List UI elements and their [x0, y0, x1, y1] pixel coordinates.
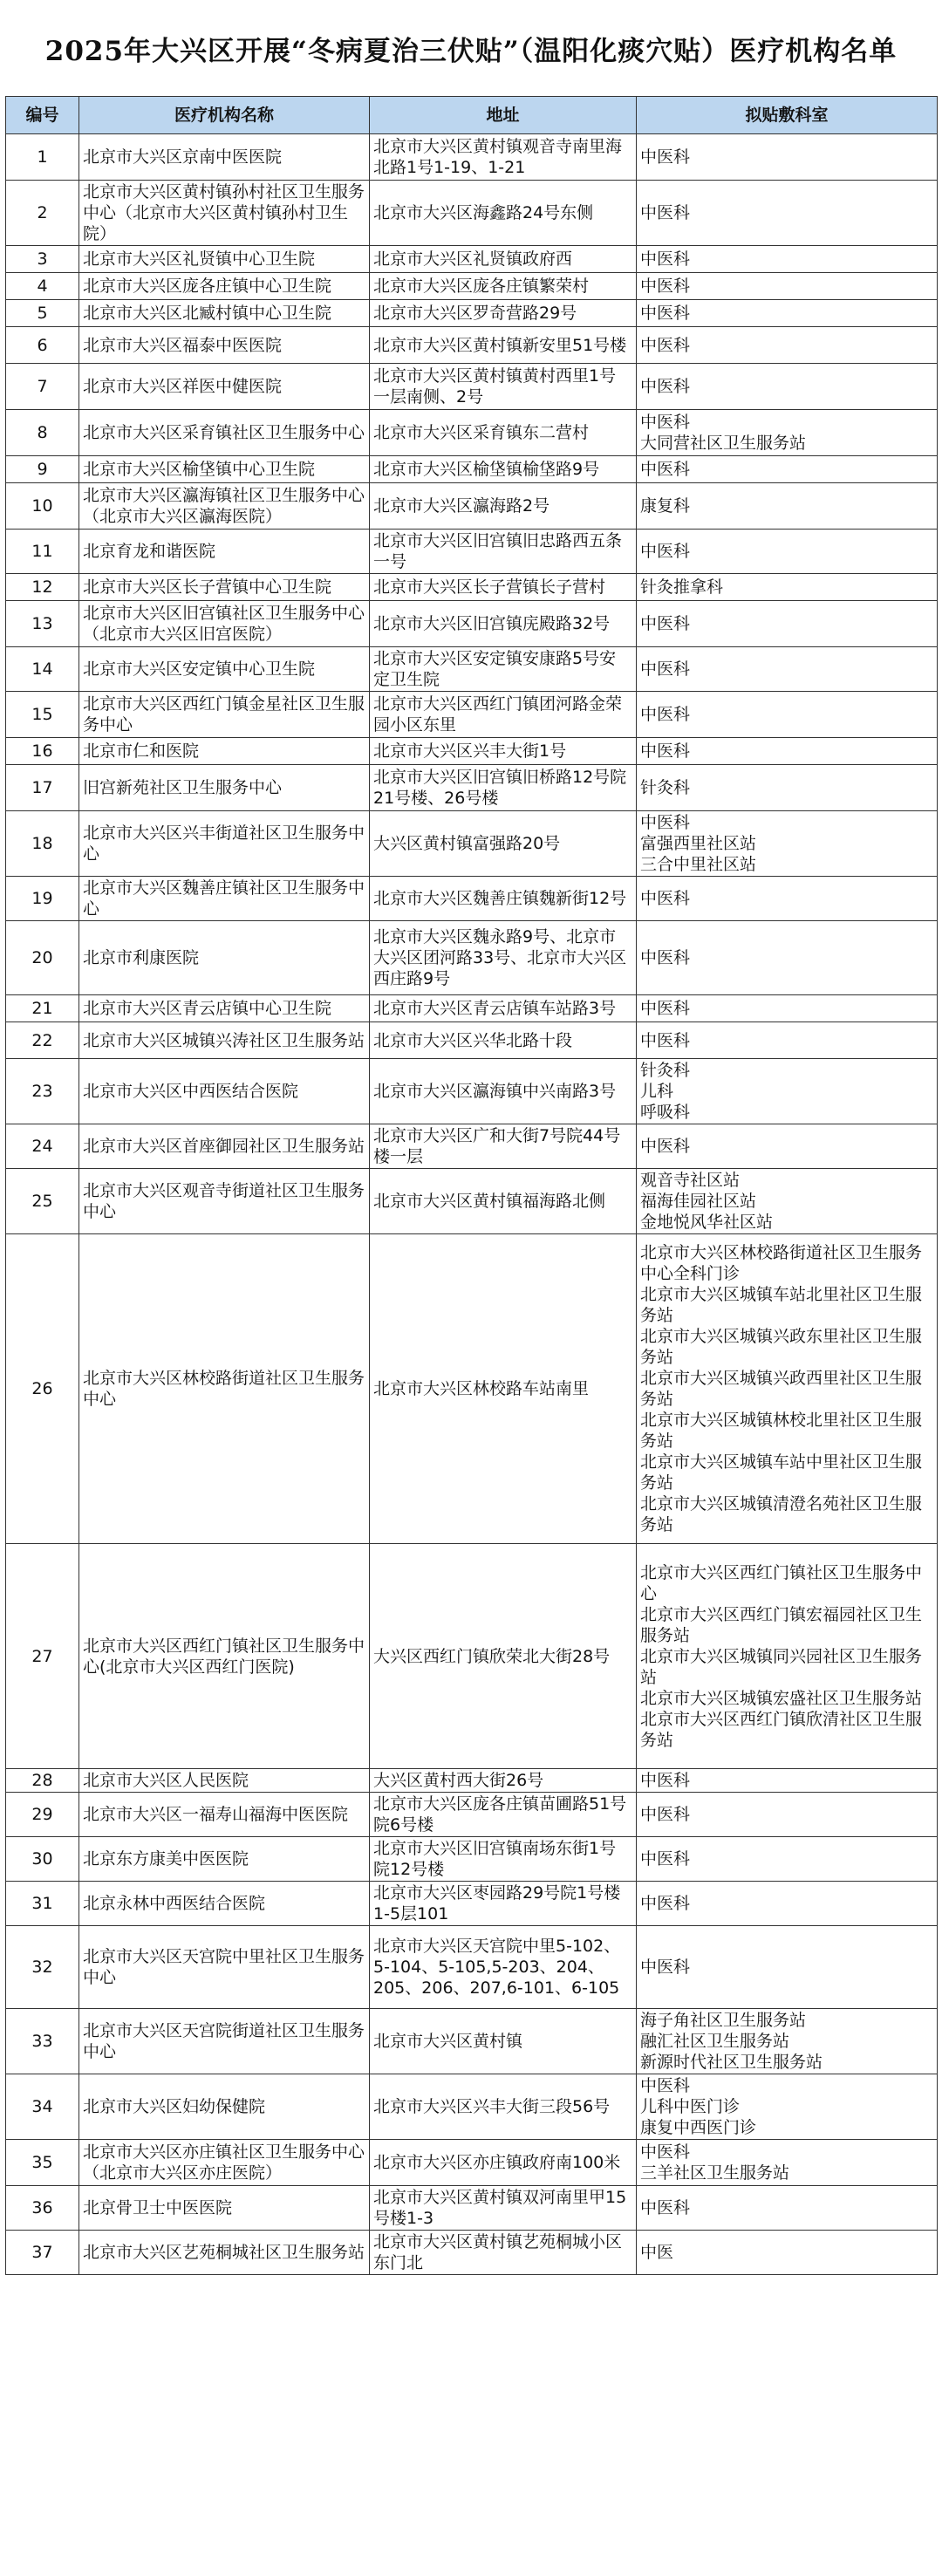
department-item: 中医科 — [640, 249, 691, 269]
department-list — [637, 2009, 938, 2074]
institution-address: 北京市大兴区榆垡镇榆垡路9号 — [370, 456, 637, 483]
department-list — [637, 601, 938, 647]
table-row — [6, 1837, 938, 1882]
department-item: 北京市大兴区城镇车站中里社区卫生服务站 — [640, 1452, 923, 1493]
department-item: 中医科 — [640, 203, 691, 222]
department-item: 中医科 — [640, 1771, 691, 1790]
department-item: 中医 — [640, 2243, 674, 2262]
department-item: 观音寺社区站 — [640, 1171, 741, 1190]
department-item: 中医科 — [640, 659, 691, 679]
department-list — [637, 995, 938, 1022]
department-item: 中医科 — [640, 1805, 691, 1824]
department-list — [637, 692, 938, 738]
institution-address: 北京市大兴区兴丰大街三段56号 — [370, 2074, 637, 2140]
institution-address: 北京市大兴区广和大街7号院44号楼一层 — [370, 1124, 637, 1169]
institution-name: 北京永林中西医结合医院 — [79, 1882, 370, 1926]
table-row — [6, 647, 938, 692]
institution-name: 北京市大兴区城镇兴涛社区卫生服务站 — [79, 1022, 370, 1059]
department-item: 北京市大兴区西红门镇欣清社区卫生服务站 — [640, 1709, 923, 1750]
institution-address: 北京市大兴区枣园路29号院1号楼1-5层101 — [370, 1882, 637, 1926]
row-number: 15 — [6, 692, 79, 738]
institution-name: 北京市大兴区西红门镇社区卫生服务中心(北京市大兴区西红门医院) — [79, 1544, 370, 1769]
row-number: 32 — [6, 1926, 79, 2009]
department-list — [637, 877, 938, 921]
institution-address: 北京市大兴区西红门镇团河路金荣园小区东里 — [370, 692, 637, 738]
institution-address: 北京市大兴区旧宫镇旧桥路12号院21号楼、26号楼 — [370, 765, 637, 811]
department-list — [637, 647, 938, 692]
department-item: 康复科 — [640, 496, 691, 516]
department-item: 北京市大兴区林校路街道社区卫生服务中心全科门诊 — [640, 1243, 923, 1283]
department-item: 中医科 — [640, 999, 691, 1018]
row-number: 11 — [6, 530, 79, 574]
department-list — [637, 1124, 938, 1169]
institution-name: 北京市大兴区天宫院中里社区卫生服务中心 — [79, 1926, 370, 2009]
department-item: 三羊社区卫生服务站 — [640, 2163, 790, 2183]
institution-name: 北京市大兴区亦庄镇社区卫生服务中心（北京市大兴区亦庄医院） — [79, 2140, 370, 2186]
row-number: 10 — [6, 483, 79, 530]
department-item: 中医科 — [640, 705, 691, 724]
row-number: 23 — [6, 1059, 79, 1124]
row-number: 14 — [6, 647, 79, 692]
table-row — [6, 2231, 938, 2275]
department-item: 中医科 — [640, 413, 691, 432]
department-list — [637, 2186, 938, 2231]
institution-address: 北京市大兴区旧宫镇庑殿路32号 — [370, 601, 637, 647]
department-item: 康复中西医门诊 — [640, 2118, 757, 2137]
department-item: 融汇社区卫生服务站 — [640, 2032, 790, 2051]
row-number: 13 — [6, 601, 79, 647]
institution-address: 大兴区黄村西大街26号 — [370, 1769, 637, 1793]
institution-name: 北京市大兴区天宫院街道社区卫生服务中心 — [79, 2009, 370, 2074]
institution-address: 北京市大兴区魏善庄镇魏新街12号 — [370, 877, 637, 921]
department-list — [637, 921, 938, 995]
table-row — [6, 1059, 938, 1124]
table-row — [6, 921, 938, 995]
row-number: 6 — [6, 327, 79, 364]
table-row — [6, 530, 938, 574]
institution-name: 北京市大兴区魏善庄镇社区卫生服务中心 — [79, 877, 370, 921]
table-row — [6, 134, 938, 181]
department-list — [637, 181, 938, 246]
institution-name: 北京市大兴区采育镇社区卫生服务中心 — [79, 410, 370, 456]
header-address: 地址 — [370, 97, 637, 134]
institution-address: 北京市大兴区兴华北路十段 — [370, 1022, 637, 1059]
institution-address: 北京市大兴区黄村镇新安里51号楼 — [370, 327, 637, 364]
department-list — [637, 1793, 938, 1837]
row-number: 12 — [6, 574, 79, 601]
department-list — [637, 1234, 938, 1544]
institution-address: 北京市大兴区青云店镇车站路3号 — [370, 995, 637, 1022]
row-number: 24 — [6, 1124, 79, 1169]
table-row — [6, 1769, 938, 1793]
department-list — [637, 1059, 938, 1124]
department-item: 中医科 — [640, 1958, 691, 1977]
table-row — [6, 2140, 938, 2186]
header-institution-name: 医疗机构名称 — [79, 97, 370, 134]
row-number: 5 — [6, 300, 79, 327]
department-list — [637, 765, 938, 811]
department-list — [637, 134, 938, 181]
table-row — [6, 1234, 938, 1544]
table-row — [6, 300, 938, 327]
institution-name: 北京市大兴区福泰中医医院 — [79, 327, 370, 364]
table-row — [6, 1124, 938, 1169]
row-number: 2 — [6, 181, 79, 246]
department-item: 三合中里社区站 — [640, 855, 757, 874]
institution-name: 北京市大兴区礼贤镇中心卫生院 — [79, 246, 370, 273]
row-number: 16 — [6, 738, 79, 765]
department-item: 中医科 — [640, 1894, 691, 1913]
department-item: 金地悦风华社区站 — [640, 1213, 774, 1232]
institution-address: 北京市大兴区长子营镇长子营村 — [370, 574, 637, 601]
department-item: 大同营社区卫生服务站 — [640, 434, 807, 453]
institution-name: 北京市大兴区祥医中健医院 — [79, 364, 370, 410]
institution-name: 北京市利康医院 — [79, 921, 370, 995]
department-list — [637, 2231, 938, 2275]
department-list — [637, 1882, 938, 1926]
department-list — [637, 456, 938, 483]
department-item: 中医科 — [640, 335, 691, 355]
institution-address: 北京市大兴区瀛海镇中兴南路3号 — [370, 1059, 637, 1124]
institution-name: 北京市大兴区庞各庄镇中心卫生院 — [79, 273, 370, 300]
institution-address: 北京市大兴区礼贤镇政府西 — [370, 246, 637, 273]
department-item: 北京市大兴区西红门镇宏福园社区卫生服务站 — [640, 1604, 923, 1645]
table-row — [6, 811, 938, 877]
table-row — [6, 364, 938, 410]
department-list — [637, 1769, 938, 1793]
row-number: 37 — [6, 2231, 79, 2275]
department-item: 中医科 — [640, 2142, 691, 2162]
department-list — [637, 483, 938, 530]
table-row — [6, 246, 938, 273]
institution-name: 北京市大兴区艺苑桐城社区卫生服务站 — [79, 2231, 370, 2275]
institution-name: 北京市大兴区妇幼保健院 — [79, 2074, 370, 2140]
table-row — [6, 181, 938, 246]
row-number: 34 — [6, 2074, 79, 2140]
table-row — [6, 273, 938, 300]
institution-name: 北京骨卫士中医医院 — [79, 2186, 370, 2231]
department-item: 北京市大兴区城镇林校北里社区卫生服务站 — [640, 1411, 923, 1451]
institution-name: 北京市大兴区北臧村镇中心卫生院 — [79, 300, 370, 327]
row-number: 27 — [6, 1544, 79, 1769]
row-number: 30 — [6, 1837, 79, 1882]
department-item: 福海佳园社区站 — [640, 1192, 757, 1211]
row-number: 8 — [6, 410, 79, 456]
institution-name: 北京市大兴区人民医院 — [79, 1769, 370, 1793]
table-body — [6, 134, 938, 2275]
table-row — [6, 1926, 938, 2009]
row-number: 21 — [6, 995, 79, 1022]
institution-address: 北京市大兴区黄村镇福海路北侧 — [370, 1169, 637, 1234]
table-row — [6, 1793, 938, 1837]
table-row — [6, 738, 938, 765]
row-number: 35 — [6, 2140, 79, 2186]
institution-name: 北京市大兴区青云店镇中心卫生院 — [79, 995, 370, 1022]
row-number: 31 — [6, 1882, 79, 1926]
department-list — [637, 1926, 938, 2009]
institution-name: 北京东方康美中医医院 — [79, 1837, 370, 1882]
department-item: 中医科 — [640, 1030, 691, 1050]
table-row — [6, 995, 938, 1022]
institution-name: 北京市大兴区首座御园社区卫生服务站 — [79, 1124, 370, 1169]
department-list — [637, 364, 938, 410]
row-number: 7 — [6, 364, 79, 410]
row-number: 19 — [6, 877, 79, 921]
table-row — [6, 2074, 938, 2140]
department-item: 针灸科 — [640, 1061, 691, 1080]
department-list — [637, 273, 938, 300]
table-row — [6, 327, 938, 364]
institution-name: 北京市大兴区瀛海镇社区卫生服务中心（北京市大兴区瀛海医院） — [79, 483, 370, 530]
department-list — [637, 300, 938, 327]
row-number: 9 — [6, 456, 79, 483]
table-row — [6, 483, 938, 530]
institution-address: 北京市大兴区旧宫镇旧忠路西五条一号 — [370, 530, 637, 574]
institution-address: 北京市大兴区天宫院中里5-102、5-104、5-105,5-203、204、205、206、207,6-101、6-105 — [370, 1926, 637, 2009]
department-list — [637, 530, 938, 574]
department-item: 呼吸科 — [640, 1103, 691, 1122]
institution-address: 北京市大兴区黄村镇艺苑桐城小区东门北 — [370, 2231, 637, 2275]
institution-name: 北京市大兴区西红门镇金星社区卫生服务中心 — [79, 692, 370, 738]
department-item: 针灸科 — [640, 778, 691, 797]
table-row — [6, 692, 938, 738]
row-number: 4 — [6, 273, 79, 300]
row-number: 22 — [6, 1022, 79, 1059]
institution-name: 北京市大兴区中西医结合医院 — [79, 1059, 370, 1124]
table-row — [6, 574, 938, 601]
department-item: 中医科 — [640, 1849, 691, 1869]
institution-name: 北京市大兴区长子营镇中心卫生院 — [79, 574, 370, 601]
row-number: 33 — [6, 2009, 79, 2074]
department-item: 中医科 — [640, 813, 691, 832]
institution-address: 北京市大兴区黄村镇 — [370, 2009, 637, 2074]
table-row — [6, 1169, 938, 1234]
institution-name: 北京市仁和医院 — [79, 738, 370, 765]
department-item: 富强西里社区站 — [640, 834, 757, 853]
department-item: 北京市大兴区西红门镇社区卫生服务中心 — [640, 1562, 923, 1603]
department-list — [637, 246, 938, 273]
department-item: 中医科 — [640, 542, 691, 561]
department-item: 中医科 — [640, 948, 691, 967]
department-item: 中医科 — [640, 741, 691, 761]
institution-address: 北京市大兴区庞各庄镇苗圃路51号院6号楼 — [370, 1793, 637, 1837]
department-item: 中医科 — [640, 304, 691, 323]
institution-address: 大兴区西红门镇欣荣北大街28号 — [370, 1544, 637, 1769]
institution-address: 北京市大兴区兴丰大街1号 — [370, 738, 637, 765]
department-item: 新源时代社区卫生服务站 — [640, 2053, 823, 2072]
table-row — [6, 2186, 938, 2231]
row-number: 3 — [6, 246, 79, 273]
department-item: 中医科 — [640, 277, 691, 296]
institution-name: 北京市大兴区黄村镇孙村社区卫生服务中心（北京市大兴区黄村镇孙村卫生院） — [79, 181, 370, 246]
page-title: 2025年大兴区开展“冬病夏治三伏贴”（温阳化痰穴贴）医疗机构名单 — [44, 35, 898, 67]
department-list — [637, 738, 938, 765]
table-row — [6, 877, 938, 921]
department-list — [637, 327, 938, 364]
institution-name: 旧宫新苑社区卫生服务中心 — [79, 765, 370, 811]
row-number: 20 — [6, 921, 79, 995]
row-number: 36 — [6, 2186, 79, 2231]
institution-address: 北京市大兴区魏永路9号、北京市大兴区团河路33号、北京市大兴区西庄路9号 — [370, 921, 637, 995]
institution-address: 北京市大兴区庞各庄镇繁荣村 — [370, 273, 637, 300]
institution-name: 北京市大兴区京南中医医院 — [79, 134, 370, 181]
department-item: 中医科 — [640, 377, 691, 396]
department-item: 中医科 — [640, 889, 691, 908]
department-item: 北京市大兴区城镇兴政西里社区卫生服务站 — [640, 1369, 923, 1409]
institution-address: 北京市大兴区采育镇东二营村 — [370, 410, 637, 456]
table-row — [6, 1544, 938, 1769]
institution-name: 北京市大兴区林校路街道社区卫生服务中心 — [79, 1234, 370, 1544]
row-number: 26 — [6, 1234, 79, 1544]
row-number: 28 — [6, 1769, 79, 1793]
row-number: 1 — [6, 134, 79, 181]
department-list — [637, 1022, 938, 1059]
department-item: 北京市大兴区城镇同兴园社区卫生服务站 — [640, 1646, 923, 1687]
institution-name: 北京市大兴区一福寿山福海中医医院 — [79, 1793, 370, 1837]
department-item: 中医科 — [640, 2198, 691, 2217]
department-item: 儿科中医门诊 — [640, 2097, 741, 2116]
table-header-row — [6, 97, 938, 134]
department-item: 儿科 — [640, 1082, 674, 1101]
row-number: 25 — [6, 1169, 79, 1234]
institution-address: 大兴区黄村镇富强路20号 — [370, 811, 637, 877]
department-list — [637, 1837, 938, 1882]
department-item: 北京市大兴区城镇清澄名苑社区卫生服务站 — [640, 1494, 923, 1534]
header-department: 拟贴敷科室 — [637, 97, 938, 134]
department-list — [637, 2074, 938, 2140]
department-item: 海子角社区卫生服务站 — [640, 2011, 807, 2030]
table-row — [6, 1882, 938, 1926]
institution-address: 北京市大兴区海鑫路24号东侧 — [370, 181, 637, 246]
department-item: 北京市大兴区城镇车站北里社区卫生服务站 — [640, 1285, 923, 1325]
table-row — [6, 765, 938, 811]
institution-table — [5, 96, 938, 2275]
row-number: 29 — [6, 1793, 79, 1837]
institution-address: 北京市大兴区林校路车站南里 — [370, 1234, 637, 1544]
institution-name: 北京市大兴区安定镇中心卫生院 — [79, 647, 370, 692]
institution-address: 北京市大兴区亦庄镇政府南100米 — [370, 2140, 637, 2186]
department-list — [637, 2140, 938, 2186]
department-item: 中医科 — [640, 147, 691, 167]
institution-name: 北京育龙和谐医院 — [79, 530, 370, 574]
department-item: 北京市大兴区城镇宏盛社区卫生服务站 — [640, 1688, 923, 1708]
department-list — [637, 811, 938, 877]
institution-address: 北京市大兴区黄村镇观音寺南里海北路1号1-19、1-21 — [370, 134, 637, 181]
department-item: 中医科 — [640, 1137, 691, 1156]
department-list — [637, 1169, 938, 1234]
department-item: 针灸推拿科 — [640, 577, 724, 597]
institution-name: 北京市大兴区榆垡镇中心卫生院 — [79, 456, 370, 483]
department-item: 中医科 — [640, 2076, 691, 2095]
header-number: 编号 — [6, 97, 79, 134]
department-item: 北京市大兴区城镇兴政东里社区卫生服务站 — [640, 1327, 923, 1367]
institution-name: 北京市大兴区旧宫镇社区卫生服务中心（北京市大兴区旧宫医院） — [79, 601, 370, 647]
institution-address: 北京市大兴区瀛海路2号 — [370, 483, 637, 530]
department-item: 中医科 — [640, 614, 691, 633]
table-row — [6, 456, 938, 483]
department-list — [637, 410, 938, 456]
institution-name: 北京市大兴区兴丰街道社区卫生服务中心 — [79, 811, 370, 877]
department-item: 中医科 — [640, 460, 691, 479]
table-row — [6, 410, 938, 456]
table-row — [6, 2009, 938, 2074]
row-number: 17 — [6, 765, 79, 811]
institution-address: 北京市大兴区黄村镇黄村西里1号一层南侧、2号 — [370, 364, 637, 410]
department-list — [637, 574, 938, 601]
row-number: 18 — [6, 811, 79, 877]
institution-address: 北京市大兴区安定镇安康路5号安定卫生院 — [370, 647, 637, 692]
department-list — [637, 1544, 938, 1769]
institution-address: 北京市大兴区旧宫镇南场东街1号院12号楼 — [370, 1837, 637, 1882]
institution-name: 北京市大兴区观音寺街道社区卫生服务中心 — [79, 1169, 370, 1234]
institution-address: 北京市大兴区罗奇营路29号 — [370, 300, 637, 327]
institution-address: 北京市大兴区黄村镇双河南里甲15号楼1-3 — [370, 2186, 637, 2231]
table-row — [6, 1022, 938, 1059]
table-row — [6, 601, 938, 647]
